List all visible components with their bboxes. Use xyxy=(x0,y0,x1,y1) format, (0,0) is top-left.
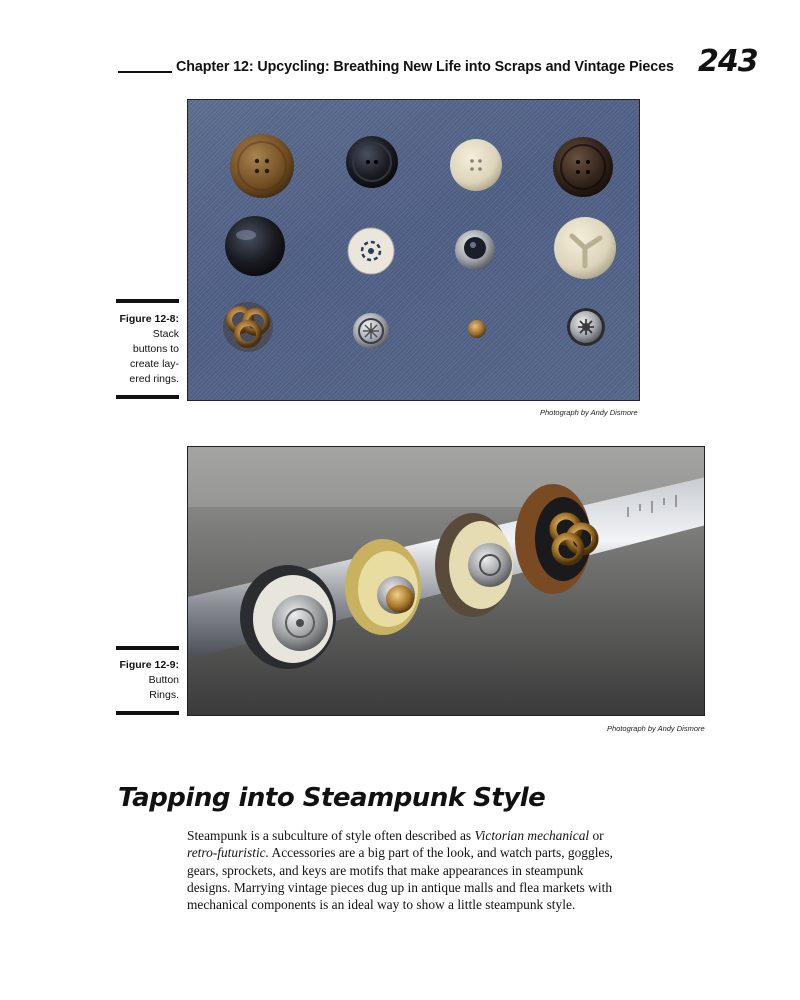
button-silver-filigree xyxy=(567,308,605,346)
button-black xyxy=(346,136,398,188)
section-heading: Tapping into Steampunk Style xyxy=(118,783,546,813)
button-gold-knot xyxy=(223,302,273,352)
ring-yellow-brass xyxy=(345,539,421,635)
text-run: Steampunk is a subculture of style often described as xyxy=(187,828,475,843)
paragraph-line xyxy=(187,844,707,861)
page-number: 243 xyxy=(698,44,758,79)
paragraph-line xyxy=(187,862,707,879)
paragraph-line xyxy=(187,896,707,913)
button-silver-ornate xyxy=(353,313,389,349)
button-white-pattern xyxy=(348,228,394,274)
button-shiny-black xyxy=(225,216,285,276)
text-run: or xyxy=(589,828,604,843)
figure-12-9-text: Button Rings. xyxy=(148,674,179,701)
caption-rule-top xyxy=(116,299,179,303)
text-run: mechanical components is an ideal way to show a little steampunk style. xyxy=(187,897,576,913)
figure-12-8-credit: Photograph by Andy Dismore xyxy=(540,408,638,417)
text-run: designs. Marrying vintage pieces dug up in antique malls and flea markets with xyxy=(187,879,613,895)
figure-12-8-photo xyxy=(187,99,640,401)
figure-12-8-text: Stack buttons to create lay- ered rings. xyxy=(129,328,179,385)
caption-rule-bottom xyxy=(116,395,179,399)
text-run-italic: Victorian mechanical xyxy=(474,828,590,843)
running-head: Chapter 12: Upcycling: Breathing New Life into Scraps and Vintage Pieces xyxy=(176,59,674,75)
figure-12-8-caption xyxy=(108,312,179,387)
figure-12-9-label: Figure 12-9: xyxy=(119,659,179,671)
header-rule xyxy=(118,71,172,73)
button-brass-ball xyxy=(468,320,486,338)
button-cream xyxy=(450,139,502,191)
body-paragraph xyxy=(187,827,707,913)
figure-12-9-caption xyxy=(108,658,179,703)
button-cream-flower xyxy=(554,217,616,279)
caption-rule-top xyxy=(116,646,179,650)
button-dark-brown xyxy=(553,137,613,197)
text-run: Accessories are a big part of the look, and watch parts, goggles, xyxy=(268,845,613,861)
caption-rule-bottom xyxy=(116,711,179,715)
paragraph-line xyxy=(187,879,707,896)
button-silver-ring xyxy=(455,230,495,270)
button-brown xyxy=(230,134,294,198)
figure-12-9-photo xyxy=(187,446,705,716)
text-run: gears, sprockets, and keys are motifs that make appearances in steampunk xyxy=(187,862,584,878)
ring-pewter-flower xyxy=(240,565,336,669)
text-run-italic: retro-futuristic. xyxy=(187,845,269,861)
figure-12-8-label: Figure 12-8: xyxy=(119,313,179,325)
figure-12-9-credit: Photograph by Andy Dismore xyxy=(607,724,705,733)
paragraph-line xyxy=(187,827,707,844)
